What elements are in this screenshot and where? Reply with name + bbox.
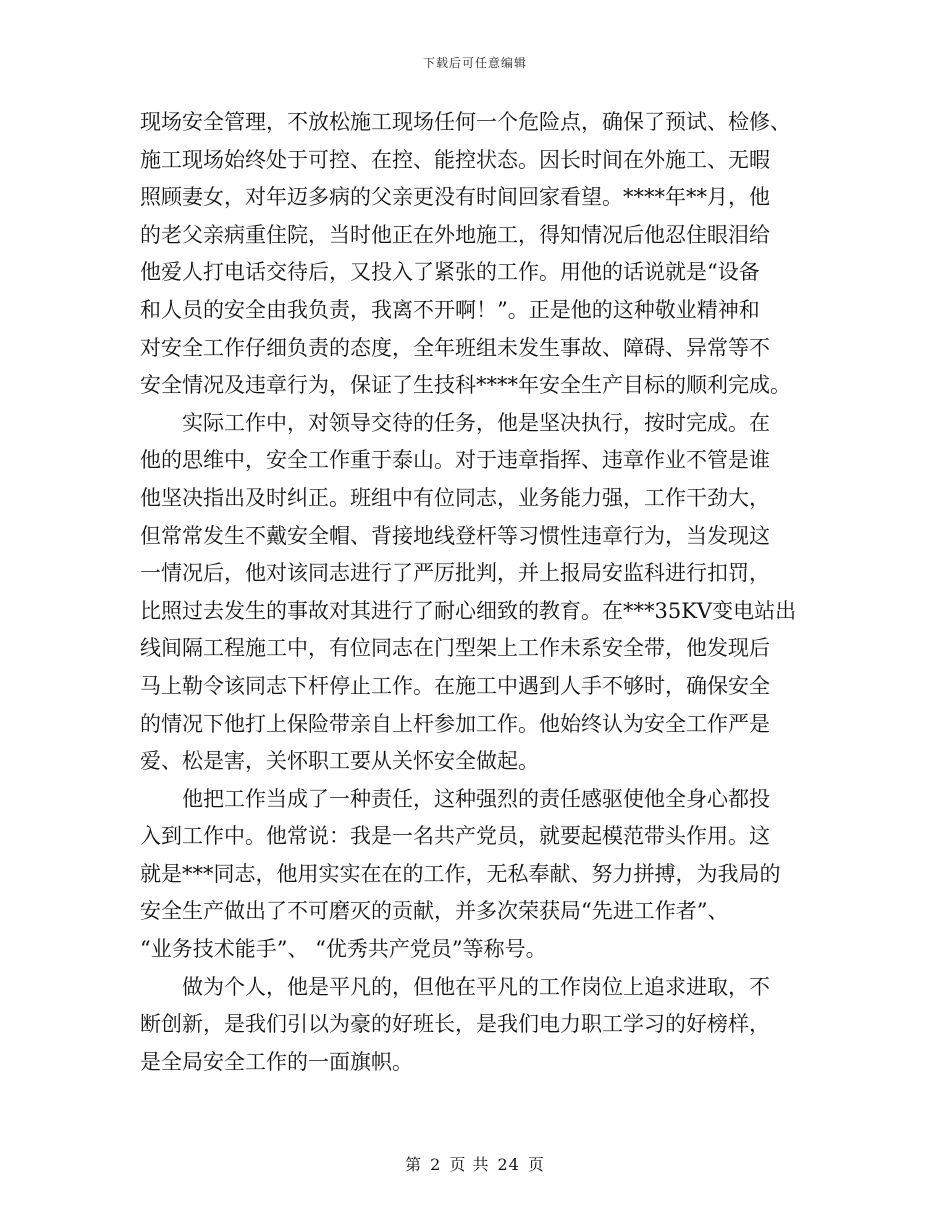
footer-suffix: 页 <box>527 1155 545 1174</box>
body-line: 爱、松是害，关怀职工要从关怀安全做起。 <box>140 749 539 774</box>
body-line: 他的思维中，安全工作重于泰山。对于违章指挥、违章作业不管是谁 <box>140 448 770 473</box>
body-line: 安全生产做出了不可磨灭的贡献，并多次荣获局“先进工作者”、 <box>140 899 729 924</box>
body-line: 比照过去发生的事故对其进行了耐心细致的教育。在***35KV变电站出 <box>140 598 797 623</box>
body-line: 现场安全管理，不放松施工现场任何一个危险点，确保了预试、检修、 <box>140 110 791 134</box>
body-line: 的老父亲病重住院，当时他正在外地施工，得知情况后他忍住眼泪给 <box>140 222 770 247</box>
page-header-note: 下载后可任意编辑 <box>422 56 527 70</box>
body-line: 施工现场始终处于可控、在控、能控状态。因长时间在外施工、无暇 <box>140 147 770 172</box>
body-line: 的情况下他打上保险带亲自上杆参加工作。他始终认为安全工作严是 <box>140 711 770 736</box>
total-pages-number: 24 <box>497 1155 520 1174</box>
body-line: 对安全工作仔细负责的态度，全年班组未发生事故、障碍、异常等不 <box>140 335 770 360</box>
body-line: 是全局安全工作的一面旗帜。 <box>140 1049 413 1074</box>
page-footer <box>0 1152 950 1175</box>
body-line: 照顾妻女，对年迈多病的父亲更没有时间回家看望。****年**月，他 <box>140 185 770 210</box>
body-line: 一情况后，他对该同志进行了严厉批判，并上报局安监科进行扣罚， <box>140 561 770 586</box>
body-line: 马上勒令该同志下杆停止工作。在施工中遇到人手不够时，确保安全 <box>140 673 770 698</box>
body-line: 他爱人打电话交待后，又投入了紧张的工作。用他的话说就是“设备 <box>140 260 760 285</box>
body-line: 他把工作当成了一种责任，这种强烈的责任感驱使他全身心都投 <box>140 786 770 811</box>
body-line: 实际工作中，对领导交待的任务，他是坚决执行，按时完成。在 <box>140 410 770 435</box>
body-line: 线间隔工程施工中，有位同志在门型架上工作未系安全带，他发现后 <box>140 636 770 661</box>
footer-prefix: 第 <box>405 1155 423 1174</box>
body-line: 但常常发生不戴安全帽、背接地线登杆等习惯性违章行为，当发现这 <box>140 523 770 548</box>
body-line: 和人员的安全由我负责，我离不开啊！”。正是他的这种敬业精神和 <box>140 297 760 322</box>
body-line: 他坚决指出及时纠正。班组中有位同志，业务能力强，工作干劲大， <box>140 485 770 510</box>
body-line: 就是***同志，他用实实在在的工作，无私奉献、努力拼搏，为我局的 <box>140 861 781 886</box>
body-line: 断创新，是我们引以为豪的好班长，是我们电力职工学习的好榜样， <box>140 1012 770 1037</box>
footer-middle: 页 共 <box>449 1155 490 1174</box>
body-line: 安全情况及违章行为，保证了生技科****年安全生产目标的顺利完成。 <box>140 373 791 398</box>
current-page-number: 2 <box>430 1155 442 1174</box>
body-line: 做为个人，他是平凡的，但他在平凡的工作岗位上追求进取，不 <box>140 974 770 999</box>
body-line: “业务技术能手”、 “优秀共产党员”等称号。 <box>140 937 547 962</box>
document-body <box>140 104 812 1081</box>
body-line: 入到工作中。他常说：我是一名共产党员，就要起模范带头作用。这 <box>140 824 770 849</box>
